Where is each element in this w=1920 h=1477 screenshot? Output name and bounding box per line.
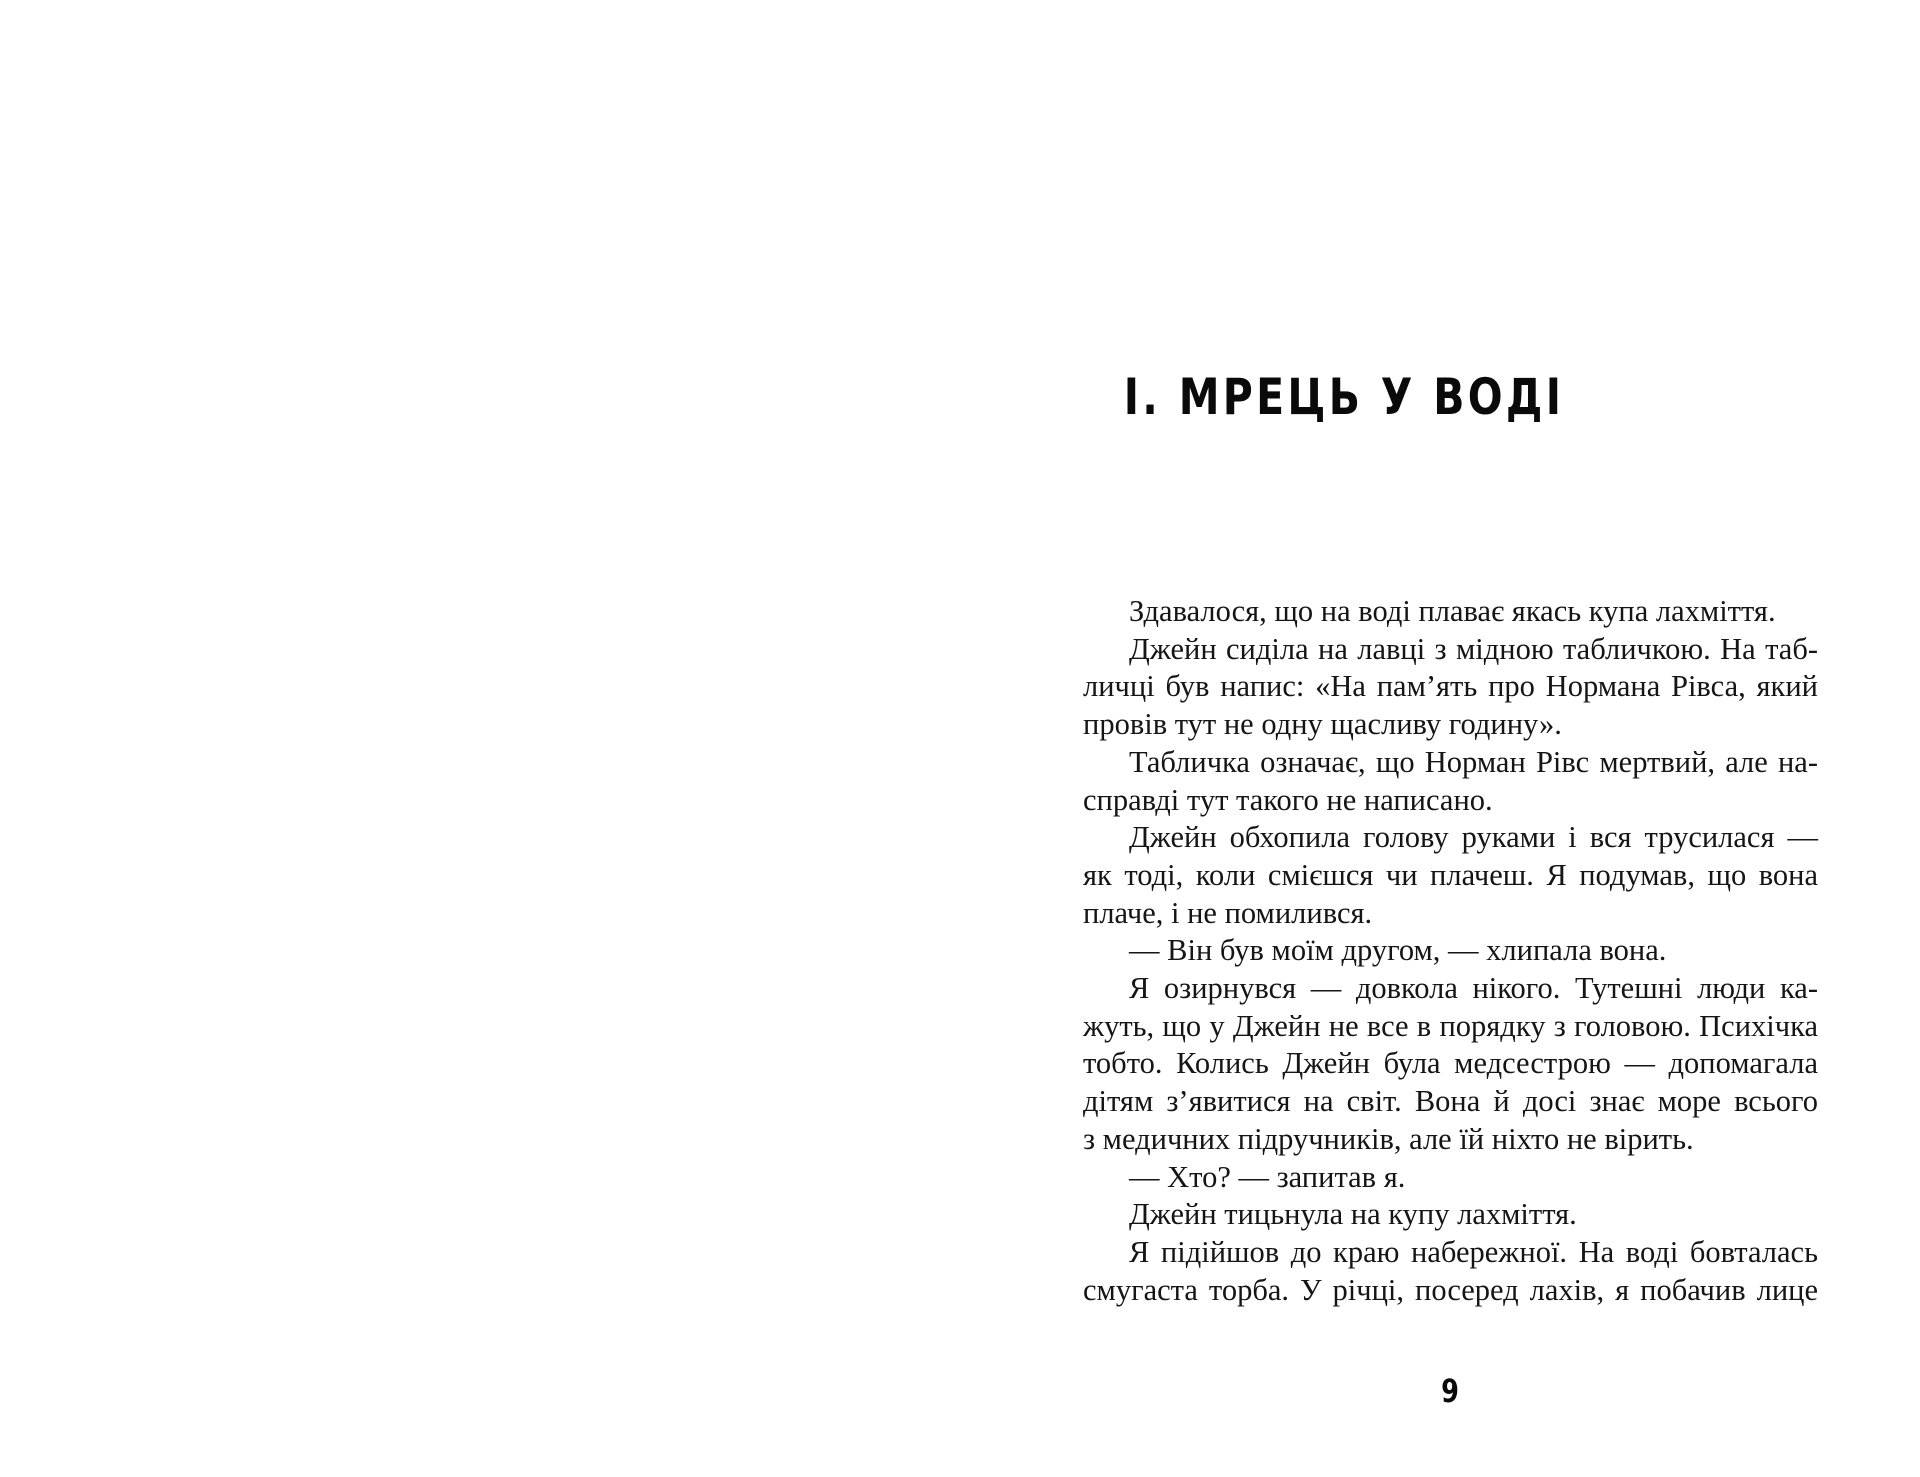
text-line: Джейн тицьнула на купу лахміття. [1129,1197,1577,1232]
text-line: смугаста торба. У річці, посеред лахів, я побачив лице [1083,1272,1818,1307]
text-line: тобто. Колись Джейн була медсестрою — допомагала [1083,1046,1818,1081]
text-line: жуть, що у Джейн не все в порядку з головою. Психічка [1083,1008,1818,1043]
text-line: — Він був моїм другом, — хлипала вона. [1129,933,1667,968]
text-line: личці був напис: «На пам’ять про Нормана Рівса, який [1083,669,1818,704]
text-line: справді тут такого не написано. [1083,782,1493,817]
text-line: як тоді, коли смієшся чи плачеш. Я подумав, що вона [1083,857,1818,892]
text-line: дітям з’явитися на світ. Вона й досі знає море всього [1083,1084,1818,1119]
text-line: провів тут не одну щасливу годину». [1083,707,1562,742]
text-line: Я озирнувся — довкола нікого. Тутешні люди ка- [1129,971,1818,1006]
chapter-title: I. МРЕЦЬ У ВОДІ [1123,368,1565,426]
right-page [960,0,1920,1477]
text-line: Здавалося, що на воді плаває якась купа лахміття. [1129,594,1776,628]
text-line: Джейн сиділа на лавці з мідною табличкою. На таб- [1129,631,1818,666]
body-text [1083,593,1818,1309]
text-line: Джейн обхопила голову руками і вся трусилася — [1129,820,1818,855]
text-line: Табличка означає, що Норман Рівс мертвий, але на- [1129,744,1818,779]
page-number: 9 [1441,1372,1459,1410]
text-line: з медичних підручників, але їй ніхто не вірить. [1083,1121,1694,1156]
text-line: Я підійшов до краю набережної. На воді бовталась [1129,1234,1818,1269]
text-line: плаче, і не помилився. [1083,895,1373,930]
text-line: — Хто? — запитав я. [1129,1159,1406,1194]
